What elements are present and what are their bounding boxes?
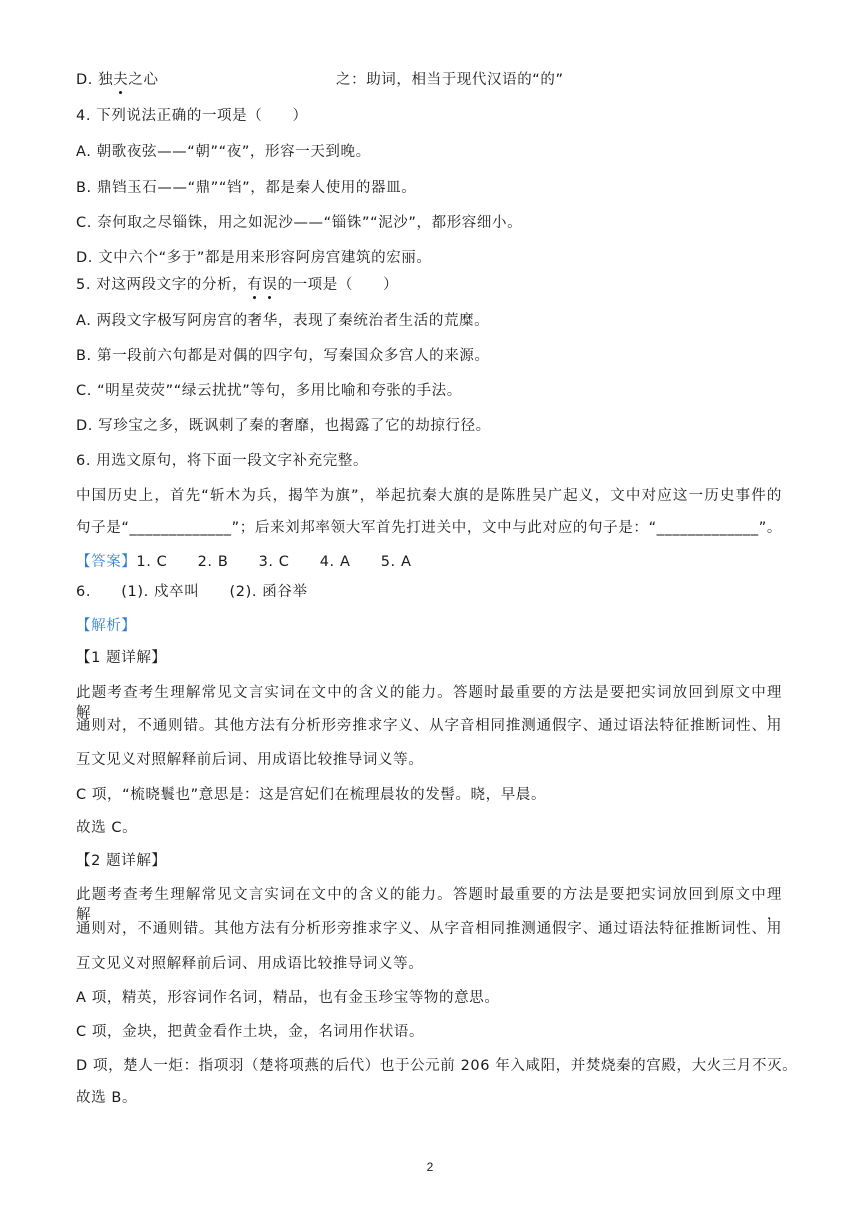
answer-line: 【答案】1. C 2. B 3. C 4. A 5. A bbox=[76, 554, 412, 570]
paragraph-2-line-4: A 项，精英，形容词作名词，精品，也有金玉珍宝等物的意思。 bbox=[76, 990, 500, 1006]
option-3d-note: 之：助词，相当于现代汉语的“的” bbox=[336, 72, 564, 88]
emphasis-char: 误 bbox=[262, 277, 278, 293]
paragraph-2-line-5: C 项，金块，把黄金看作土块，金，名词用作状语。 bbox=[76, 1024, 425, 1040]
paragraph-1-line-3: 互文见义对照解释前后词、用成语比较推导词义等。 bbox=[76, 752, 424, 768]
paragraph-2-line-3: 互文见义对照解释前后词、用成语比较推导词义等。 bbox=[76, 956, 424, 972]
option-4c: C. 奈何取之尽锱铢，用之如泥沙——“锱铢”“泥沙”，都形容细小。 bbox=[76, 215, 523, 231]
section-heading-1: 【1 题详解】 bbox=[76, 650, 167, 666]
paragraph-1-line-1: 此题考查考生理解常见文言实词在文中的含义的能力。答题时最重要的方法是要把实词放回到原文中理解， bbox=[76, 685, 782, 721]
question-4: 4. 下列说法正确的一项是（ ） bbox=[76, 108, 308, 124]
answer-label: 【答案】 bbox=[76, 554, 137, 570]
option-4a: A. 朝歌夜弦——“朝”“夜”，形容一天到晚。 bbox=[76, 144, 371, 160]
paragraph-2-line-1: 此题考查考生理解常见文言实词在文中的含义的能力。答题时最重要的方法是要把实词放回到原文中理解， bbox=[76, 887, 782, 923]
paragraph-1-line-4: C 项，“梳晓鬟也”意思是：这是宫妃们在梳理晨妆的发髻。晓，早晨。 bbox=[76, 787, 547, 803]
question-6-text-1: 中国历史上，首先“斩木为兵，揭竿为旗”，举起抗秦大旗的是陈胜吴广起义，文中对应这一历史事件的 bbox=[76, 488, 782, 504]
emphasis-char: 有 bbox=[247, 277, 263, 293]
option-3d: D. 独夫之心 bbox=[76, 72, 159, 88]
paragraph-2-line-7: 故选 B。 bbox=[76, 1090, 138, 1106]
page-number: 2 bbox=[426, 1160, 434, 1174]
option-5c: C. “明星荧荧”“绿云扰扰”等句，多用比喻和夸张的手法。 bbox=[76, 383, 462, 399]
paragraph-1-line-5: 故选 C。 bbox=[76, 820, 138, 836]
option-5a: A. 两段文字极写阿房宫的奢华，表现了秦统治者生活的荒糜。 bbox=[76, 313, 490, 329]
question-6-text-2: 句子是“_____________”；后来刘邦率领大军首先打进关中，文中与此对应的句子是：“_____________”。 bbox=[76, 520, 782, 536]
option-5b: B. 第一段前六句都是对偶的四字句，写秦国众多宫人的来源。 bbox=[76, 348, 490, 364]
paragraph-1-line-2: 通则对，不通则错。其他方法有分析形旁推求字义、从字音相同推测通假字、通过语法特征推断词性、用 bbox=[76, 718, 782, 734]
paragraph-2-line-2: 通则对，不通则错。其他方法有分析形旁推求字义、从字音相同推测通假字、通过语法特征推断词性、用 bbox=[76, 921, 782, 937]
paragraph-2-line-6: D 项，楚人一炬：指项羽（楚将项燕的后代）也于公元前 206 年入咸阳，并焚烧秦的宫殿，大火三月不灭。 bbox=[76, 1058, 798, 1074]
option-5d: D. 写珍宝之多，既讽刺了秦的奢靡，也揭露了它的劫掠行径。 bbox=[76, 418, 491, 434]
analysis-label: 【解析】 bbox=[76, 618, 137, 634]
question-6: 6. 用选文原句，将下面一段文字补充完整。 bbox=[76, 453, 369, 469]
emphasis-char: 夫 bbox=[113, 72, 129, 88]
question-5: 5. 对这两段文字的分析，有误的一项是（ ） bbox=[76, 277, 399, 293]
option-4d: D. 文中六个“多于”都是用来形容阿房宫建筑的宏丽。 bbox=[76, 250, 432, 266]
section-heading-2: 【2 题详解】 bbox=[76, 853, 167, 869]
answer-6: 6. (1). 戍卒叫 (2). 函谷举 bbox=[76, 584, 308, 600]
option-4b: B. 鼎铛玉石——“鼎”“铛”，都是秦人使用的器皿。 bbox=[76, 180, 417, 196]
